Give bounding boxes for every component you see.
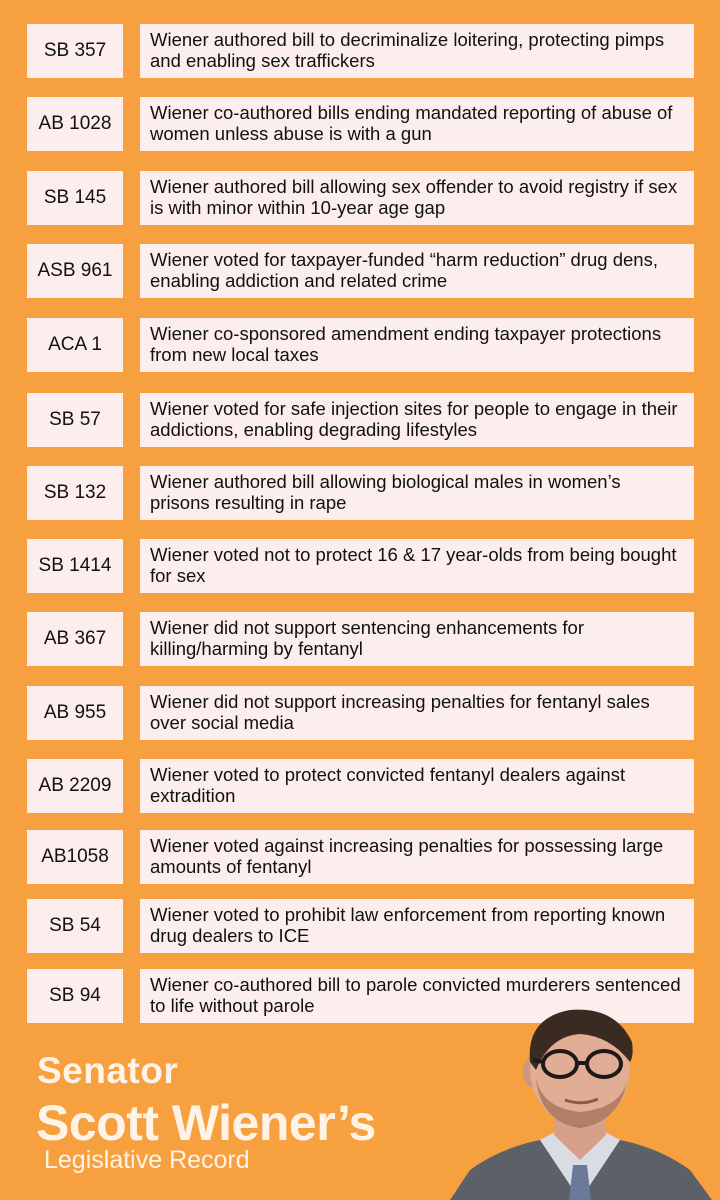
record-row [0,539,720,595]
bill-description: Wiener did not support sentencing enhancements for killing/harming by fentanyl [140,612,694,666]
record-row [0,244,720,300]
record-row [0,830,720,886]
bill-code: AB 955 [27,686,123,740]
bill-code: SB 94 [27,969,123,1023]
bill-code: SB 1414 [27,539,123,593]
title-senator: Senator [37,1050,179,1091]
record-row [0,97,720,153]
bill-description: Wiener authored bill allowing biological males in women’s prisons resulting in rape [140,466,694,520]
record-row [0,759,720,815]
bill-code: ASB 961 [27,244,123,298]
bill-description: Wiener authored bill to decriminalize loitering, protecting pimps and enabling sex traffickers [140,24,694,78]
record-row [0,612,720,668]
bill-code: SB 132 [27,466,123,520]
bill-code: AB 367 [27,612,123,666]
bill-description: Wiener co-sponsored amendment ending taxpayer protections from new local taxes [140,318,694,372]
bill-description: Wiener voted for taxpayer-funded “harm reduction” drug dens, enabling addiction and related crime [140,244,694,298]
title-subtitle: Legislative Record [44,1146,250,1174]
bill-code: AB 2209 [27,759,123,813]
bill-description: Wiener voted for safe injection sites for people to engage in their addictions, enabling degrading lifestyles [140,393,694,447]
record-row [0,24,720,80]
record-row [0,899,720,955]
record-row [0,686,720,742]
bill-code: AB1058 [27,830,123,884]
record-row [0,318,720,374]
bill-description: Wiener voted against increasing penalties for possessing large amounts of fentanyl [140,830,694,884]
record-row [0,393,720,449]
senator-portrait [440,1000,720,1200]
bill-code: SB 145 [27,171,123,225]
bill-code: AB 1028 [27,97,123,151]
bill-description: Wiener authored bill allowing sex offender to avoid registry if sex is with minor within 10-year age gap [140,171,694,225]
bill-code: SB 357 [27,24,123,78]
title-name: Scott Wiener’s [36,1095,376,1151]
bill-code: SB 54 [27,899,123,953]
bill-description: Wiener voted to prohibit law enforcement from reporting known drug dealers to ICE [140,899,694,953]
bill-code: SB 57 [27,393,123,447]
bill-description: Wiener voted to protect convicted fentanyl dealers against extradition [140,759,694,813]
record-row [0,171,720,227]
bill-description: Wiener did not support increasing penalties for fentanyl sales over social media [140,686,694,740]
bill-description: Wiener co-authored bills ending mandated reporting of abuse of women unless abuse is with a gun [140,97,694,151]
bill-description: Wiener co-authored bill to parole convicted murderers sentenced to life without parole [140,969,694,1023]
bill-code: ACA 1 [27,318,123,372]
bill-description: Wiener voted not to protect 16 & 17 year-olds from being bought for sex [140,539,694,593]
record-row [0,466,720,522]
